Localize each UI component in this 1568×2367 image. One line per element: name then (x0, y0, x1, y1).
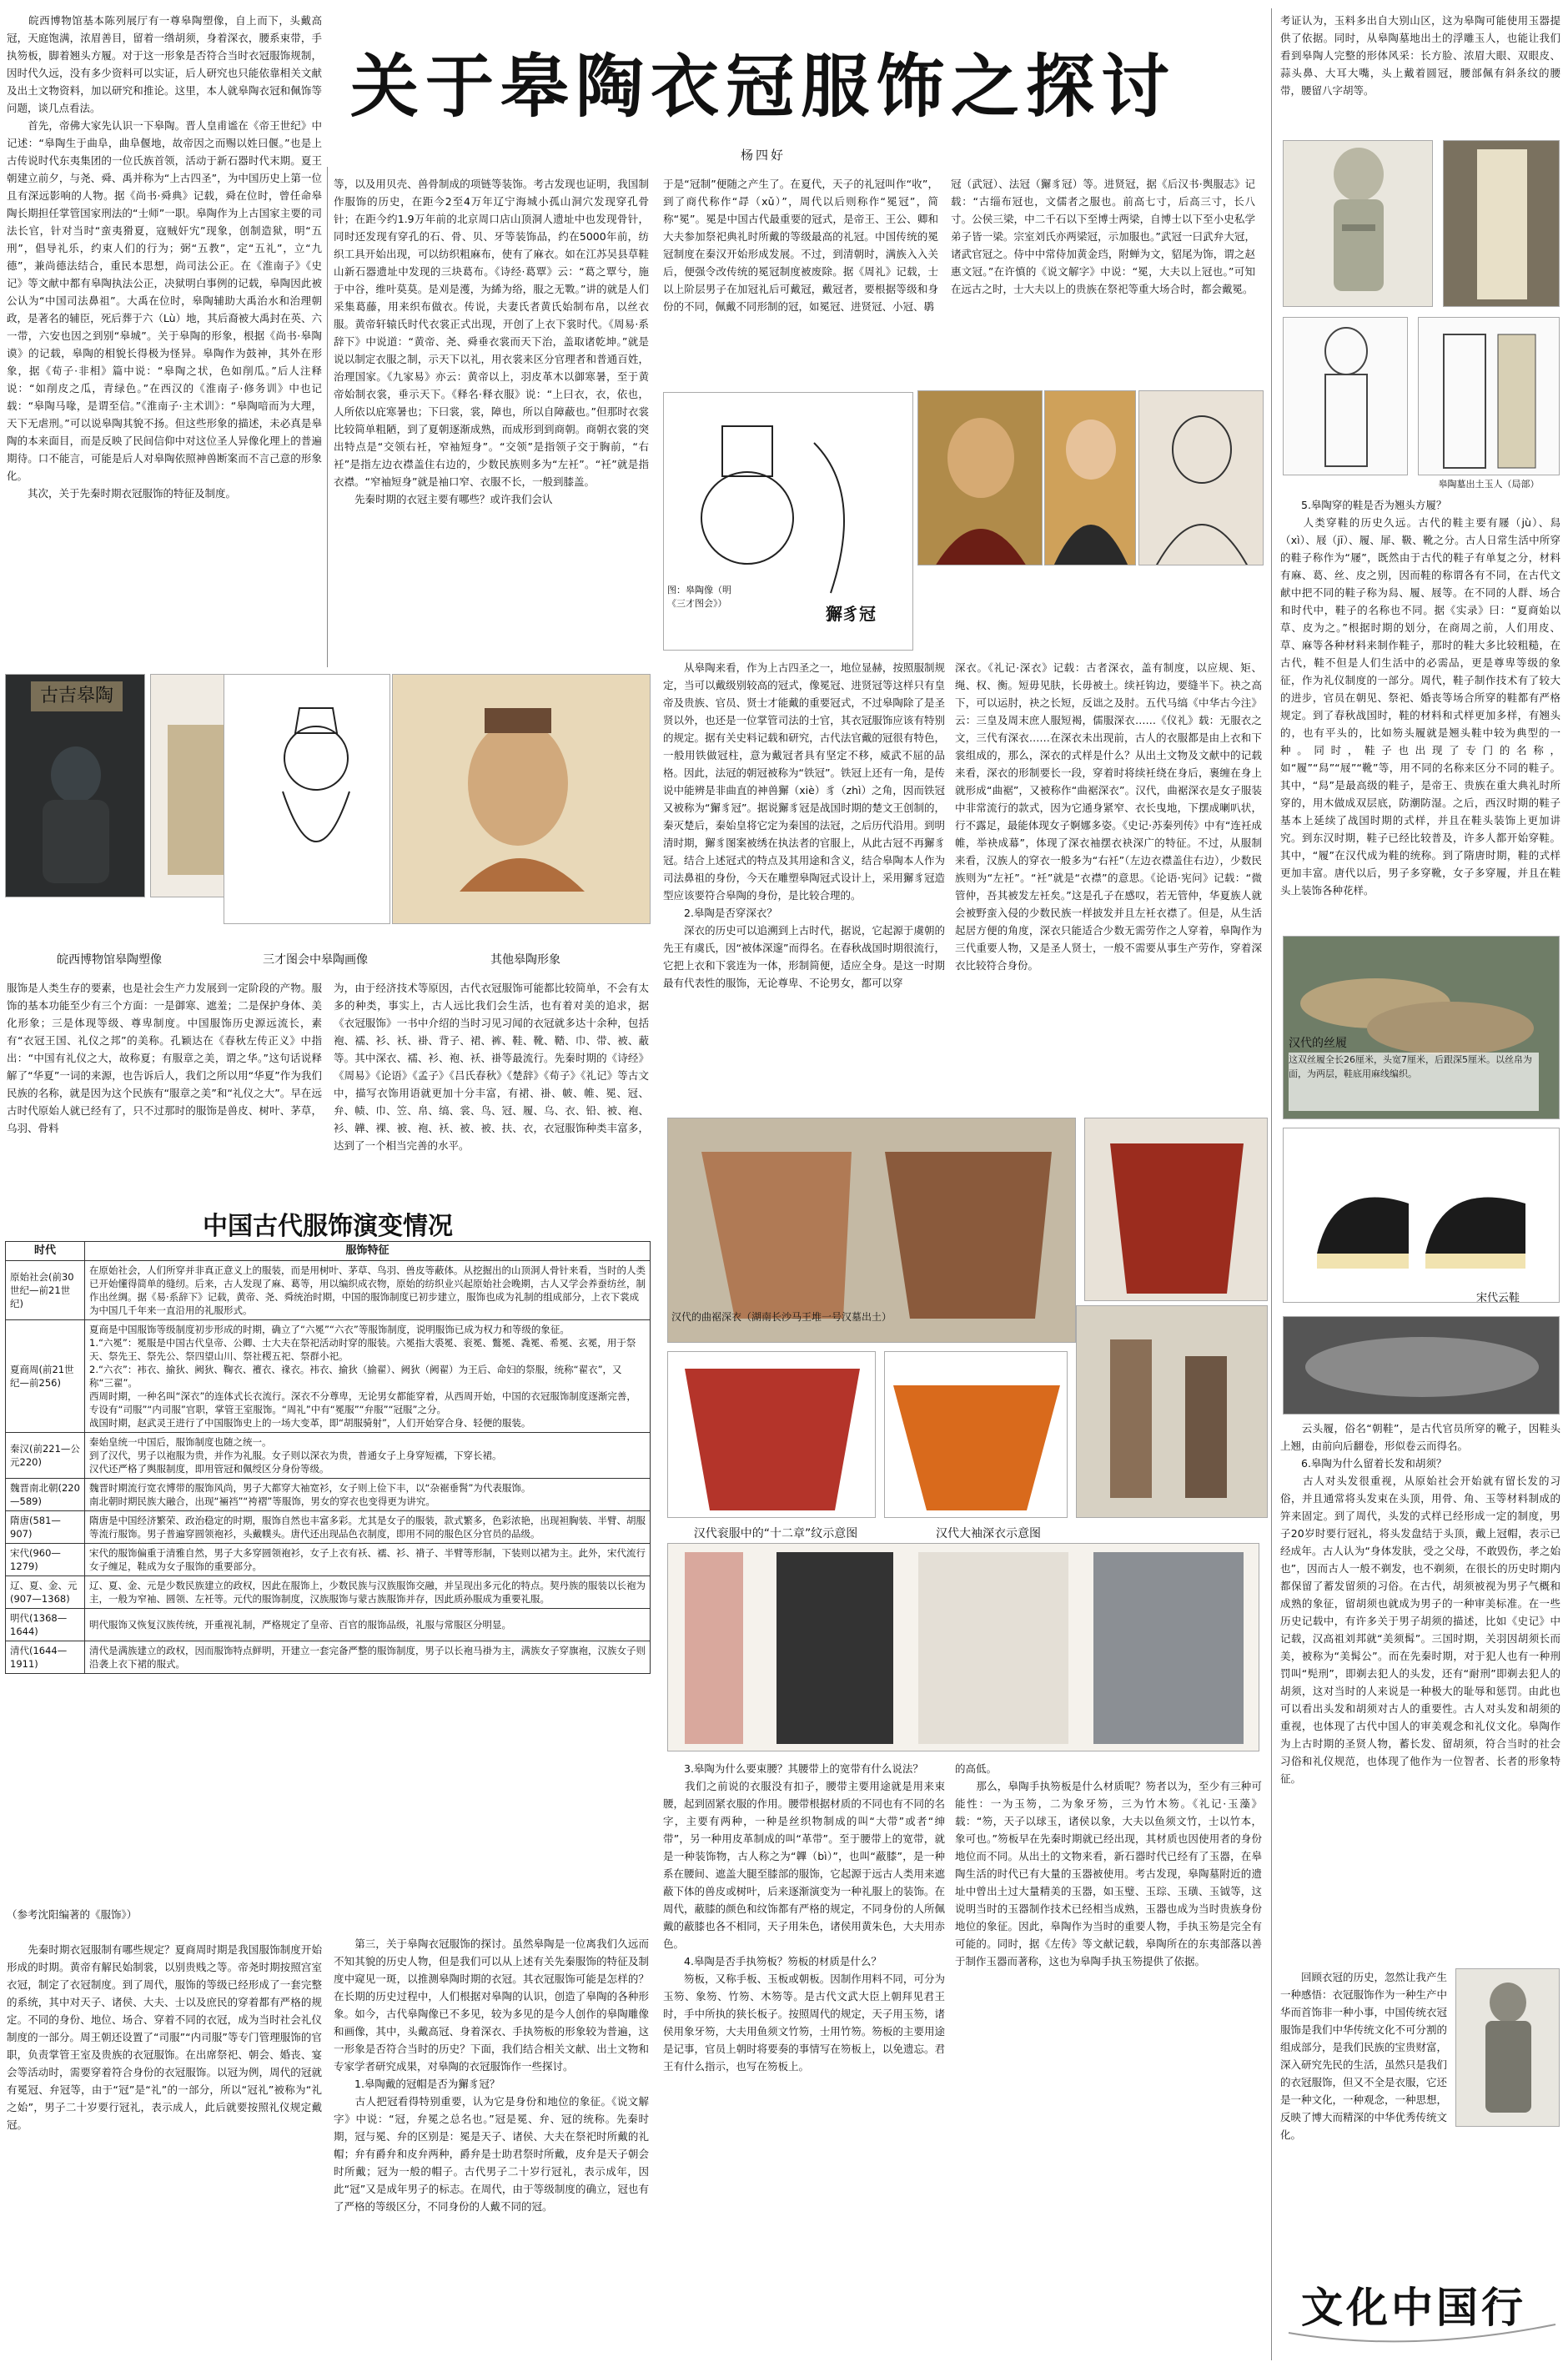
table-cell-era: 清代(1644—1911) (6, 1641, 85, 1674)
table-cell-feature: 隋唐是中国经济繁荣、政治稳定的时期，服饰自然也丰富多彩。尤其是女子的服装，款式繁多，色彩浓艳，出现袒胸装、半臂、胡服等流行服饰。男子普遍穿圆领袍衫，头戴幞头。唐代还出现品色衣制度，即用不同的服色区分官员的品级。 (85, 1511, 651, 1544)
column-1-low-text: （参考沈阳编著的《服饰》） 先秦时期衣冠服制有哪些规定？夏商周时期是我国服饰制度开始形成的时期。黄帝有解民始制裳，以别贵贱之等。帝尧时期按照宫室衣冠，制定了衣冠制度。到了周代，服饰的等级已经形成了一套完整的系统，其中对天子、诸侯、大夫、士以及庶民的穿着都有严格的规定。不同的身份、地位、场合、穿着不同的衣冠，成为当时社会礼仪制度的一部分。周王朝还设置了“司服”“内司服”等专门管理服饰的官职，负责掌管王室及贵族的衣冠服饰。在出席祭祀、朝会、婚丧、宴会等活动时，需要穿着符合身份的衣冠服饰。以冠为例，周代的冠就有冕冠、弁冠等，由于“冠”是“礼”的一部分，所以“冠礼”被称为“礼之始”，男子二十岁要行冠礼，表示成人，此后就要按照礼仪规定戴冠。 (7, 1908, 322, 2131)
column-2-low-text: 第三，关于皋陶衣冠服饰的探讨。虽然皋陶是一位离我们久远而不知其貌的历史人物，但是我们可以从上述有关先秦服饰的特征及制度中窥见一斑，以推测皋陶时期的衣冠。其衣冠服饰可能是怎样的？在长期的历史过程中，人们根据对皋陶的认识，创造了皋陶的各种形象。如今，古代皋陶像已不多见，较为多见的是今人创作的皋陶雕像和画像，其中，头戴高冠、身着深衣、手执笏板的形象较为普遍，这一形象是否符合当时的历史？下面，我们结合相关文献、出土文物和专家学者研究成果，对皋陶的衣冠服饰作一些探讨。 1.皋陶戴的冠帽是否为獬豸冠？ 古人把冠看得特别重要，认为它是身份和地位的象征。《说文解字》中说：“冠，弁冕之总名也。”冠是冕、弁、冠的统称。先秦时期，冠与冕、弁的区别是：冕是天子、诸侯、大夫在祭祀时所戴的礼帽；弁有爵弁和皮弁两种，爵弁是士助君祭时所戴，皮弁是天子朝会时所戴；冠为一般的帽子。古代男子二十岁行冠礼，表示成年，因此“冠”又是成年男子的标志。在周代，由于等级制度的确立，冠也有了严格的等级区分，不同身份的人戴不同的冠。 (334, 1937, 649, 2213)
evolution-table (5, 1241, 651, 1674)
evolution-table-wrapper (5, 1241, 651, 1898)
table-cell-feature: 夏商是中国服饰等级制度初步形成的时期，确立了“六冕”“六衣”等服饰制度，说明服饰已成为权力和等级的象征。 1.“六冕”：冕服是中国古代皇帝、公卿、士大夫在祭祀活动时穿的服装。六冕指大裘冕、衮冕、鷩冕、毳冕、希冕、玄冕，用于祭天、祭先王、祭先公、祭四望山川、祭社稷五祀、祭群小祀。 2.“六衣”：袆衣、揄狄、阙狄、鞠衣、襢衣、禒衣。袆衣、揄狄（揄翟）、阙狄（阙翟）为王后、命妇的祭服，统称“翟衣”，又称“三翟”。 西周时期，一种名叫“深衣”的连体式长衣流行。深衣不分尊卑，无论男女都能穿着，从西周开始，中国的衣冠服饰制度逐渐完善，专设有“司服”“内司服”官职，掌管王室服饰。“周礼”中有“冕服”“弁服”“冠服”之分。 战国时期，赵武灵王进行了中国服饰史上的一场大变革，即“胡服骑射”，人们开始穿合身、轻便的服装。 (85, 1320, 651, 1433)
twelve-patterns-photo (667, 1351, 876, 1518)
table-cell-feature: 明代服饰又恢复汉族传统，开重视礼制，严格规定了皇帝、百官的服饰品级，礼服与常服区分明显。 (85, 1609, 651, 1641)
jade-caption: 皋陶墓出土玉人（局部） (1438, 479, 1540, 490)
silk-shoe-caption: 汉代的丝履 (1289, 1037, 1347, 1050)
jade-figure-drawing-2 (1418, 317, 1560, 475)
sancai-drawing (224, 674, 390, 924)
table-cell-feature: 秦始皇统一中国后，服饰制度也随之统一。 到了汉代，男子以袍服为贵，并作为礼服。女子则以深衣为贵，普通女子上身穿短襦，下穿长裙。 汉代还严格了舆服制度，即用管冠和佩绶区分身份等级。 (85, 1433, 651, 1479)
table-row (6, 1576, 651, 1609)
jade-figure-drawing-1 (1283, 317, 1408, 475)
wide-sleeve-robe-photo (884, 1351, 1068, 1518)
table-row (6, 1511, 651, 1544)
table-row (6, 1641, 651, 1674)
column-1-bottom-text: 服饰是人类生存的要素，也是社会生产力发展到一定阶段的产物。服饰的基本功能至少有三个方面：一是御寒、遮羞；二是保护身体、美化形象；三是体现等级、尊卑制度。中国服饰历史源远流长，素有“衣冠王国、礼仪之邦”的美称。孔颖达在《春秋左传正义》中指出：“中国有礼仪之大，故称夏；有服章之美，谓之华。”这句话说释解了“华夏”一词的来源，也告诉后人，我们之所以用“华夏”作为我们民族的名称，就是因为这个民族有“服章之美”和“礼仪之大”。早在远古时代原始人就已经有了，只不过那时的服饰是兽皮、树叶、茅草，乌羽、骨料 (7, 982, 322, 1134)
portrait-sketch-photo (1138, 390, 1264, 565)
brand-banner (1284, 2254, 1560, 2354)
column-3-mid-text: 从皋陶来看，作为上古四圣之一，地位显赫，按照服制规定，当可以戴级别较高的冠式，像冕冠、进贤冠等这样只有皇帝及贵族、官员、贤士才能戴的重要冠式，不过皋陶除了是圣贤以外，也还是一位掌管司法的士官，其衣冠服饰应该有特别的规定。据有关史料记载和研究，古代法官戴的冠很有特色，一般用铁做冠柱，意为戴冠者具有坚定不移，威武不屈的品格。因此，法冠的朝冠被称为“铁冠”。铁冠上还有一角，是传说中能辨是非曲直的神兽獬（xiè）豸（zhì）之角，因而铁冠又被称为“獬豸冠”。据说獬豸冠是战国时期的楚文王创制的，秦灭楚后，秦始皇将它定为秦国的法冠，之后历代沿用。到明清时期，獬豸图案被绣在执法者的官服上，从此古冠不再獬豸冠。结合上述冠式的特点及其用途和含义，结合皋陶本人作为司法鼻祖的身份，今天在雕塑皋陶冠式设计上，采用獬豸冠造型应该要符合皋陶的身份，是比较合理的。 2.皋陶是否穿深衣？ 深衣的历史可以追溯到上古时代，据说，它起源于虞朝的先王有虞氏，因“被体深邃”而得名。在春秋战国时期很流行，它把上衣和下裳连为一体，形制简便，适应全身。是这一时期最有代表性的服饰，无论尊卑、不论男女，都可以穿 (663, 661, 945, 989)
column-divider (1271, 8, 1272, 2360)
table-cell-era: 夏商周(前21世纪—前256) (6, 1320, 85, 1433)
column-5-mid-text: 5.皋陶穿的鞋是否为翘头方履？ 人类穿鞋的历史久远。古代的鞋主要有屦（jù）、舄（xì）、屐（jī）、履、屝、靸、靴之分。古人日常生活中所穿的鞋子称作为“屦”，既然由于古代的鞋子有单复之分，材料有麻、葛、丝、皮之别，因而鞋的称谓各有不同，在古代文献中把不同的鞋子称为舄、履、屐等。在不同的人群、场合和时代中，鞋子的名称也不同。据《实录》曰：“夏商始以草、皮为之。”根据时期的划分，在商周之前，人们用皮、草、麻等各种材料来制作鞋子，那时的鞋大多比较粗糙，在古代，鞋不但是人们生活中的必需品，更是尊卑等级的象征，作为礼仪制度的一部分。周代，鞋子制作技术有了较大的进步，官员在朝见、祭祀、婚丧等场合所穿的鞋都有严格规定。到了春秋战国时，鞋的材料和式样更加多样，有翘头的，也有平头的，比如笏头履就是翘头鞋中较为典型的一种。同时，鞋子也出现了专门的名称，如“履”“舄”“屐”“靴”等，用不同的名称来区分不同的鞋子。其中，“舄”是最高级的鞋子，是帝王、贵族在重大典礼时所穿的，用木做成双层底，防潮防湿。之后，西汉时期的鞋子基本上延续了战国时期的式样，并且在鞋头装饰上更加讲究。到东汉时期，鞋子已经比较普及，许多人都开始穿鞋。其中，“履”在汉代成为鞋的统称。到了隋唐时期，鞋的式样更加丰富。唐代以后，男子多穿靴，女子多穿履，并且在鞋头上装饰各种花样。 (1280, 499, 1560, 897)
xiezhi-caption: 獬豸冠 (826, 604, 876, 624)
ming-portrait-caption: 图：皋陶像（明《三才图会》） (667, 585, 731, 609)
column-1-top-text: 皖西博物馆基本陈列展厅有一尊皋陶塑像，自上而下，头戴高冠，天庭饱满，浓眉善目，留着一绺胡须，身着深衣，腰系束带，手执笏板，脚着翘头方履。对于这一形象是否符合当时衣冠服饰规制，因时代久远，没有多少资料可以实证，后人研究也只能依靠相关文献及出土文物资料，加以研究和推论。这里，本人就皋陶衣冠和佩饰等问题，谈几点看法。 首先，帝佛大家先认识一下皋陶。晋人皇甫谧在《帝王世纪》中记述：“皋陶生于曲阜，曲阜偃地，故帝因之而赐以姓曰偃。”也是上古传说时代东夷集团的一位氏族首领，活动于新石器时代末期。夏王朝建立前夕，与尧、舜、禹并称为“上古四圣”，为中国历史上第一位且有深远影响的人物。据《尚书·舜典》记载，舜在位时，曾任命皋陶长期担任掌管国家刑法的“士师”一职。皋陶作为上古国家主要的司法长官，针对当时“蛮夷猾夏，寇贼奸宄”现象，创制造狱，明“五刑”，倡导礼乐，约束人们的行为；弼“五教”，定“五礼”，立“九德”，兼尚德法结合，重民本思想，尚司法公正。在《淮南子》《史记》等文献中都有皋陶执法公正，决狱明白事例的记载，皋陶因此被公认为“中国司法鼻祖”。大禹在位时，皋陶辅助大禹治水和治理朝政，是著名的辅臣，死后葬于六（Lù）地，其后裔被大禹封在英、六一带，六安也因之到别“皋城”。关于皋陶的形象，根据《尚书·皋陶谟》的记载，皋陶的相貌长得极为怪异。皋陶作为鼓神，其外在形象，据《荀子·非相》篇中说：“皋陶之状，色如削瓜。”后人注释说：“如削皮之瓜，青绿色。”在西汉的《淮南子·修务训》中也记载：“皋陶马喙，是谓至信。”《淮南子·主术训》：“皋陶喑而为大理，天下无虐刑。”可以说皋陶其貌不扬。但这些形象的描述，未必真是皋陶的本来面目，而是反映了民间信仰中对这位圣人异像化理上的普遍期待。口不能言，可能是后人对皋陶依照神兽断案而不言己意的形象化。 其次，关于先秦时期衣冠服饰的特征及制度。 (7, 14, 322, 500)
statue-caption: 皖西博物馆皋陶塑像 (57, 953, 162, 967)
table-cell-era: 明代(1368—1644) (6, 1609, 85, 1641)
sancai-caption: 三才图会中皋陶画像 (263, 953, 368, 967)
table-cell-era: 辽、夏、金、元(907—1368) (6, 1576, 85, 1609)
header-feature: 服饰特征 (85, 1242, 651, 1261)
table-cell-era: 魏晋南北朝(220—589) (6, 1479, 85, 1511)
silk-shoe-note: 这双丝履全长26厘米，头宽7厘米，后跟深5厘米。以丝帛为面，为两层，鞋底用麻线编织。 (1289, 1053, 1539, 1111)
table-cell-feature: 辽、夏、金、元是少数民族建立的政权，因此在服饰上，少数民族与汉族服饰交融，并呈现出多元化的特点。契丹族的服装以长袍为主，一般为窄袖、圆领、左衽等。元代的服饰制度，汉族服饰与蒙古族服饰并存，因此质孙服成为重要礼服。 (85, 1576, 651, 1609)
painted-portrait (392, 674, 651, 924)
table-row (6, 1479, 651, 1511)
column-4-top-text: 冠（武冠）、法冠（獬豸冠）等。进贤冠，据《后汉书·舆服志》记载：“古缁布冠也，文儒者之服也。前高七寸，后高三寸，长八寸。公侯三梁，中二千石以下至博士两梁，自博士以下至小史私学弟子皆一梁。宗室刘氏亦两梁冠，示加服也。”武冠一曰武弁大冠，诸武官冠之。侍中中常侍加黄金珰，附蝉为文，貂尾为饰，谓之赵惠文冠。”在许慎的《说文解字》中说：“冕，大夫以上冠也。”可知在远古之时，士大夫以上的贵族在祭祀等重大场合时，都会戴冕。 (951, 178, 1255, 295)
cloud-shoe-photo (1283, 1316, 1560, 1415)
column-divider (327, 167, 328, 667)
artifacts-photo-row (667, 1543, 1259, 1751)
portrait-red-photo (1044, 390, 1136, 565)
wide-sleeve-caption: 汉代大袖深衣示意图 (936, 1527, 1041, 1540)
table-row (6, 1320, 651, 1433)
article-headline: 关于皋陶衣冠服饰之探讨 (349, 47, 1176, 127)
column-3-top-text: 于是“冠制”便随之产生了。在夏代，天子的礼冠叫作“收”，到了商代称作“冔（xǔ）”，周代以后则称作“冕冠”，简称“冕”。冕是中国古代最重要的冠式，是帝王、王公、卿和大夫参加祭祀典礼时所戴的等级最高的礼冠。中国传统的冕冠制度在秦汉开始形成发展。不过，到清朝时，满族入入关后，便强令改传统的冕冠制度被废除。据《周礼》记载，士以上阶层男子在加冠礼后可戴冠，戴冠者，要根据等级和身份的不同，佩戴不同形制的冠，如冕冠、进贤冠、小冠、鹖 (663, 178, 938, 313)
statue-plaque: 古吉皋陶 (31, 681, 123, 711)
column-5-mid2-text: 云头履，俗名“朝鞋”，是古代官员所穿的靴子，因鞋头上翘，由前向后翻卷，形似卷云而得名。 6.皋陶为什么留着长发和胡须？ 古人对头发很重视，从原始社会开始就有留长发的习俗，并且通常将头发束在头顶，用骨、角、玉等材料制成的笄来固定。到了周代，头发的式样已经形成一定的制度，男子20岁时要行冠礼，将头发盘结于头顶，戴上冠帽，表示已经成年。古人认为“身体发肤，受之父母，不敢毁伤，孝之始也”，因而古人一般不剃发，也不剃须，在很长的历史时期内都保留了蓄发留须的习俗。在古代，胡须被视为男子气概和成熟的象征，留胡须也就成为男子的一种审美标准。在一些历史记载中，有许多关于男子胡须的描述，比如《史记》中记载，汉高祖刘邦就“美须髯”。三国时期，关羽因胡须长而美，被称为“美髯公”。而在先秦时期，对于犯人也有一种刑罚叫“髡刑”，即剃去犯人的头发，还有“耐刑”即剃去犯人的胡须，这对当时的人来说是一种极大的耻辱和惩罚。由此也可以看出头发和胡须对古人的重要性。古人对头发和胡须的重视，也体现了古代中国人的审美观念和礼仪文化。皋陶作为上古时期的圣贤人物，蓄长发、留胡须，符合当时的社会习俗和礼仪规范，也体现了他作为一位智者、长者的形象特征。 (1280, 1422, 1560, 1785)
statue-photo-background (5, 674, 145, 897)
table-cell-feature: 在原始社会，人们所穿并非真正意义上的服装，而是用树叶、茅草、鸟羽、兽皮等蔽体。从挖掘出的山顶洞人骨针来看，当时的人类已开始懂得简单的缝纫。后来，古人发现了麻、葛等，用以编织成衣物，原始的纺织业兴起原始社会晚期，古人又学会养蚕纺丝，制作出丝绸。据《易·系辞下》记载，黄帝、尧、舜统治时期，中国的服饰制度已初步建立，服饰也成为礼制的组成部分，上衣下裳成为中国几千年来一直沿用的礼服形式。 (85, 1261, 651, 1320)
table-cell-era: 原始社会(前30世纪—前21世纪) (6, 1261, 85, 1320)
han-red-robe-photo (1084, 1118, 1268, 1301)
table-row (6, 1261, 651, 1320)
table-row (6, 1609, 651, 1641)
han-robe-caption: 汉代的曲裾深衣（湖南长沙马王堆一号汉墓出土） (671, 1311, 892, 1323)
table-cell-feature: 宋代的服饰偏重于清雅自然，男子大多穿圆领袍衫，女子上衣有袄、襦、衫、褙子、半臂等形制，下装则以裙为主。此外，宋代流行女子缠足，鞋成为女子服饰的重要部分。 (85, 1544, 651, 1576)
table-title: 中国古代服饰演变情况 (203, 1212, 453, 1241)
table-row (6, 1544, 651, 1576)
header-era: 时代 (6, 1242, 85, 1261)
pottery-figures-photo (1076, 1305, 1268, 1518)
column-2-bottom-text: 为，由于经济技术等原因，古代衣冠服饰可能都比较简单，不会有太多的种类，事实上，古人远比我们会生活，也有着对美的追求，据《衣冠服饰》一书中介绍的当时习见习闻的衣冠就多达十余种，包括袍、襦、衫、袄、褂、背子、裙、裤、鞋、靴、鞜、巾、带、被、蔽等。其中深衣、襦、衫、袍、袄、褂等最流行。先秦时期的《诗经》《周易》《论语》《孟子》《吕氏春秋》《楚辞》《荀子》《礼记》等古文中，描写衣饰用语就更加十分丰富，有裙、褂、帔、帷、冕、冠、弁、帻、巾、笠、帛、缟、裳、鸟、冠、履、乌、衣、铅、被、袍、衫、韡、裸、被、袍、袄、被、被、扶、衣，衣冠服饰种类丰富多，达到了一个相当完善的水平。 (334, 982, 649, 1152)
other-images-caption: 其他皋陶形象 (490, 953, 560, 967)
song-cloud-shoe-photo (1283, 1128, 1560, 1303)
table-cell-era: 宋代(960—1279) (6, 1544, 85, 1576)
brand-text: 文化中国行 (1301, 2283, 1526, 2332)
column-2-top-text: 等，以及用贝壳、兽骨制成的项链等装饰。考古发现也证明，我国制作服饰的历史，在距今2至4万年辽宁海城小孤山洞穴发现穿孔骨针；在距今约1.9万年前的北京周口店山顶洞人遗址中也发现骨针，同时还发现有穿孔的石、骨、贝、牙等装饰品，约在5000年前，纺织工具开始出现，可以纺织粗麻布，使有了麻衣。如在江苏吴县草鞋山新石器遗址中发现的三块葛布。《诗经·葛覃》云：“葛之覃兮，施于中谷，维叶莫莫。是刈是濩，为絺为绤，服之无斁。”讲的就是人们采集葛藤，用来织布做衣。传说，夫妻氏者黄氏始制布帛，以丝衣服。黄帝轩辕氏时代衣裳正式出现，开创了上衣下裳时代。《周易·系辞下》中说道：“黄帝、尧、舜垂衣裳而天下治，盖取诸乾坤。”就是说以制定衣服之制，示天下以礼，用衣裳来区分官理者和普通百姓，治理国家。《九家易》亦云：黄帝以上，羽皮革木以御寒暑，至于黄帝始制衣裳，垂示天下。《释名·释衣服》说：“上曰衣，衣，依也，人所依以庇寒暑也；下曰裳，裳，障也，所以自障蔽也。”但那时衣裳比较简单粗陋，到了夏朝逐渐成熟，而成形到到商朝。商朝衣裳的突出特点是“交领右衽，窄袖短身”。“交领”是指领子交于胸前，“右衽”是指左边衣襟盖住右边的，少数民族则多为“左衽”。“衽”就是指衣襟。“窄袖短身”就是袖口窄、衣服不长，一般到膝盖。 先秦时期的衣冠主要有哪些？或许我们会认 (334, 178, 649, 505)
twelve-patterns-caption: 汉代衮服中的“十二章”纹示意图 (693, 1527, 858, 1540)
table-cell-era: 秦汉(前221—公元220) (6, 1433, 85, 1479)
table-row (6, 1433, 651, 1479)
portrait-gold-photo (917, 390, 1043, 565)
column-5-top-text: 考证认为，玉料多出自大别山区，这为皋陶可能使用玉器提供了依据。同时，从皋陶墓地出土的浮雕玉人，也能让我们看到皋陶人完整的形体风采：长方脸、浓眉大眼、双眼皮、蒜头鼻、大耳大嘴，头上戴着圆冠，腰部佩有斜条纹的腰带，腰留八字胡等。 (1280, 14, 1560, 97)
column-4-mid-text: 深衣。《礼记·深衣》记载：古者深衣，盖有制度，以应规、矩、绳、权、衡。短毋见肤，长毋被土。续衽钩边，要缝半下。袂之高下，可以运肘，袂之长短，反诎之及肘。五代马缟《中华古今注》云：三皇及周末庶人服短褐，儒服深衣……《仪礼》载：无服衣之文，三代有深衣……在深衣未出现前，古人的衣服都是由上衣和下裳组成的，那么，深衣的式样是什么？从出土文物及文献中的记载来看，深衣的形制要长一段，穿着时将续衽绕在身后，裹缠在身上就形成“曲裾”，又被称作“曲裾深衣”。汉代，曲裾深衣是女子服装中非常流行的款式，因为它通身紧窄、衣长曳地，下摆成喇叭状，行不露足，最能体现女子婀娜多姿。《史记·苏秦列传》中有“连衽成帷，举袂成幕”，体现了深衣袖摆衣袂深广的特征。不过，从服制来看，汉族人的穿衣一般多为“右衽”（左边衣襟盖住右边），少数民族则为“左衽”。“衽”就是“衣襟”的意思。《论语·宪问》记载：“微管仲，吾其被发左衽矣。”这是孔子在感叹，若无管仲，华夏族人就会被野蛮入侵的少数民族一样披发并且左衽衣襟了。但是，从生活起居方便的角度，深衣只能适合少数无需劳作之人穿着，皋陶作为三代重要人物，又是圣人贤士，一般不需要从事生产劳作，穿着深衣比较符合身份。 (955, 661, 1262, 972)
table-body (6, 1261, 651, 1674)
table-header-row (6, 1242, 651, 1261)
table-cell-feature: 魏晋时期流行宽衣博带的服饰风尚，男子大都穿大袖宽衫，女子则上俭下丰，以“杂裾垂髾”为代表服饰。 南北朝时期民族大融合，出现“裲裆”“袴褶”等服饰，男女的穿衣也变得更为讲究。 (85, 1479, 651, 1511)
column-5-bottom-text: 回顾衣冠的历史，忽然让我产生一种感悟：衣冠服饰作为一种生产中华而首饰非一种小事，中国传统衣冠服饰是我们中华传统文化不可分割的组成部分，是我们民族的宝贵财富，深入研究先民的生活，虽然只是我们的衣冠服饰，但又不全是衣服，它还是一种文化，一种观念，一种思想，反映了博大而精深的中华优秀传统文化。 (1280, 1971, 1447, 2141)
jade-figure-photo (1283, 140, 1433, 307)
table-cell-feature: 清代是满族建立的政权，因而服饰特点鲜明，开建立一套完备严整的服饰制度，男子以长袍马褂为主，满族女子穿旗袍，汉族女子则沿袭上衣下裙的服式。 (85, 1641, 651, 1674)
jade-tablet-photo (1443, 140, 1560, 307)
table-cell-era: 隋唐(581—907) (6, 1511, 85, 1544)
column-3-low-text: 3.皋陶为什么要束腰？其腰带上的宽带有什么说法？ 我们之前说的衣服没有扣子，腰带主要用途就是用来束腰，起到固紧衣服的作用。腰带根据材质的不同也有不同的名字，主要有两种，一种是丝织物制成的叫“大带”或者“绅带”，另一种用皮革制成的叫“革带”。至于腰带上的宽带，就是一种装饰物，古人称之为“韠（bì）”，也叫“蔽膝”，是一种系在腰间、遮盖大腿至膝部的服饰，它起源于远古人类用来遮蔽下体的兽皮或树叶，后来逐渐演变为一种礼服上的装饰。在周代，蔽膝的颜色和纹饰都有严格的规定，不同身份的人所佩戴的蔽膝也各不相同，天子用朱色，诸侯用黄朱色，大夫用赤色。 4.皋陶是否手执笏板？笏板的材质是什么？ 笏板，又称手板、玉板或朝板。因制作用料不同，可分为玉笏、象笏、竹笏、木笏等。是古代文武大臣上朝拜见君王时，手中所执的狭长板子。按照周代的规定，天子用玉笏，诸侯用象牙笏，大夫用鱼须文竹笏，士用竹笏。笏板的主要用途是记事，官员上朝时将要奏的事情写在笏板上，以免遗忘。君王有什么指示，也写在笏板上。 (663, 1762, 945, 2073)
article-byline: 杨四好 (740, 148, 786, 163)
pottery-figure-photo (1455, 1968, 1560, 2127)
song-shoe-caption: 宋代云鞋 (1476, 1292, 1520, 1304)
column-4-low-text: 的高低。 那么，皋陶手执笏板是什么材质呢？笏者以为，至少有三种可能性：一为玉笏，二为象牙笏，三为竹木笏。《礼记·玉藻》载：“笏，天子以球玉，诸侯以象，大夫以鱼须文竹，士以竹本，象可也。”笏板早在先秦时期就已经出现，其材质也因使用者的身份地位而不同。从出土的文物来看，新石器时代已经有了玉器，在皋陶生活的时代已有大量的玉器被使用。考古发现，皋陶墓附近的遗址中曾出土过大量精美的玉器，如玉璧、玉琮、玉璜、玉钺等，这说明当时的玉器制作技术已经相当成熟，玉器也成为当时贵族身份地位的象征。因此，皋陶作为当时的重要人物，手执玉笏是完全有可能的。同时，据《左传》等文献记载，皋陶所在的东夷部落以善于制作玉器而著称，这也为皋陶手执玉笏提供了依据。 (955, 1762, 1262, 1967)
